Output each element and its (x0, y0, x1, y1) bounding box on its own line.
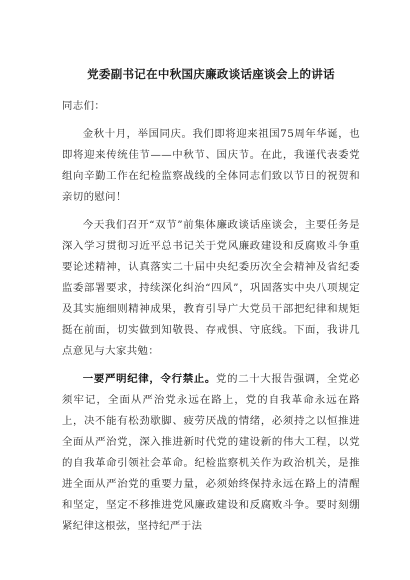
document-title: 党委副书记在中秋国庆廉政谈话座谈会上的讲话 (87, 67, 335, 81)
section-body: 党的二十大报告强调，全党必须牢记，全面从严治党永远在路上，党的自我革命永远在路上，决不能有松劲歇脚、疲劳厌战的情绪，必须持之以恒推进全面从严治党，深入推进新时代党的建设新的伟大工程，以党的自我革命引领社会革命。纪检监察机关作为政治机关，是推进全面从严治党的重要力量，必须始终保持永远在路上的清醒和坚定，坚定不移推进党风廉政建设和反腐败斗争。要时刻绷紧纪律这根弦，坚持纪严于法 (62, 373, 360, 532)
paragraph-gap (62, 208, 360, 215)
paragraph-gap (62, 117, 360, 124)
paragraph-1: 金秋十月，举国同庆。我们即将迎来祖国75周年华诞，也即将迎来传统佳节——中秋节、国庆节。在此，我谨代表委党组向辛勤工作在纪检监察战线的全体同志们致以节日的祝贺和亲切的慰问！ (62, 128, 360, 203)
paragraph-3 (62, 369, 360, 537)
section-heading: 一要严明纪律，令行禁止。 (82, 373, 216, 385)
paragraph-gap (62, 362, 360, 369)
paragraph-2: 今天我们召开“双节”前集体廉政谈话座谈会，主要任务是深入学习贯彻习近平总书记关于党风廉政建设和反腐败斗争重要论述精神，认真落实二十届中央纪委历次全会精神及省纪委监委部署要求，持续深化纠治“四风”，巩固落实中央八项规定及其实施细则精神成果，教育引导广大党员干部把纪律和规矩挺在前面，切实做到知敬畏、存戒惧、守底线。下面，我讲几点意见与大家共勉： (62, 219, 360, 357)
salutation: 同志们： (62, 100, 106, 112)
